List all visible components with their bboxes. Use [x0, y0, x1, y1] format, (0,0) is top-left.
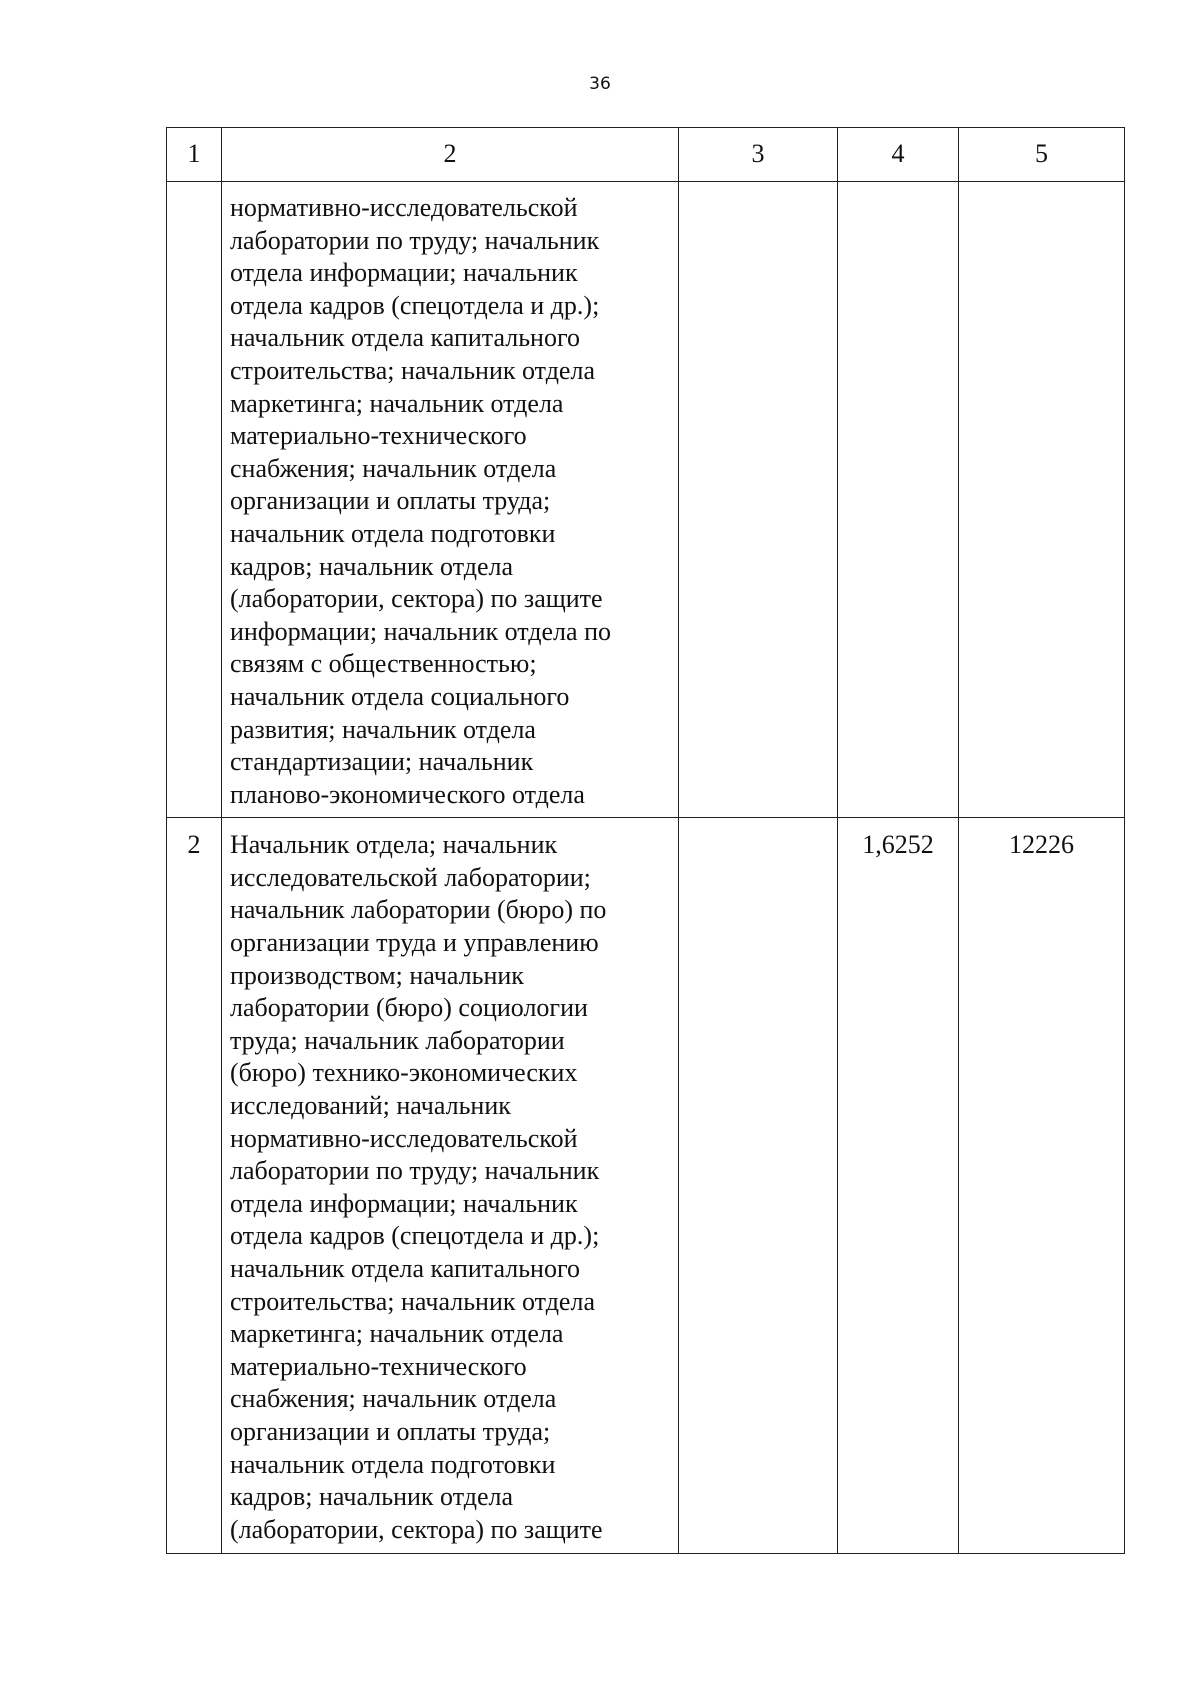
- description-line: планово-экономического отдела: [230, 779, 585, 809]
- description-line: производством; начальник: [230, 960, 524, 990]
- description-line: организации и оплаты труда;: [230, 1416, 551, 1446]
- description-line: маркетинга; начальник отдела: [230, 1319, 564, 1349]
- description-line: отдела информации; начальник: [230, 258, 578, 288]
- col3-cell: [679, 182, 838, 818]
- description-cell: [222, 818, 679, 1554]
- description-line: труда; начальник лаборатории: [230, 1025, 565, 1055]
- description-line: отдела кадров (спецотдела и др.);: [230, 1221, 600, 1251]
- description-line: снабжения; начальник отдела: [230, 453, 557, 483]
- row-number-cell: [167, 182, 222, 818]
- description-line: информации; начальник отдела по: [230, 616, 611, 646]
- description-lines: [230, 829, 670, 1546]
- table-row: [167, 182, 1125, 818]
- description-line: организации и оплаты труда;: [230, 486, 551, 516]
- header-cell: 4: [838, 128, 959, 182]
- description-line: организации труда и управлению: [230, 928, 599, 958]
- data-table: [166, 127, 1125, 1554]
- description-line: начальник отдела подготовки: [230, 518, 556, 548]
- header-cell: 3: [679, 128, 838, 182]
- description-line: стандартизации; начальник: [230, 747, 534, 777]
- description-line: нормативно-исследовательской: [230, 1123, 578, 1153]
- description-lines: [230, 192, 670, 811]
- description-line: исследовательской лаборатории;: [230, 862, 591, 892]
- description-line: исследований; начальник: [230, 1091, 511, 1121]
- description-line: отдела кадров (спецотдела и др.);: [230, 290, 600, 320]
- description-line: начальник отдела социального: [230, 681, 570, 711]
- description-line: строительства; начальник отдела: [230, 1286, 595, 1316]
- description-line: (бюро) технико-экономических: [230, 1058, 578, 1088]
- description-line: кадров; начальник отдела: [230, 551, 514, 581]
- coefficient-cell: [838, 182, 959, 818]
- description-line: начальник лаборатории (бюро) по: [230, 895, 607, 925]
- description-line: начальник отдела капитального: [230, 1254, 580, 1283]
- salary-cell: [959, 182, 1125, 818]
- coefficient-cell: 1,6252: [838, 818, 959, 1554]
- description-line: лаборатории по труду; начальник: [230, 225, 600, 255]
- description-line: начальник отдела капитального: [230, 323, 580, 353]
- description-line: маркетинга; начальник отдела: [230, 388, 564, 418]
- description-line: снабжения; начальник отдела: [230, 1384, 557, 1414]
- description-line: (лаборатории, сектора) по защите: [230, 584, 603, 614]
- description-line: строительства; начальник отдела: [230, 355, 595, 385]
- description-line: отдела информации; начальник: [230, 1188, 578, 1218]
- description-line: начальник отдела подготовки: [230, 1449, 556, 1479]
- table-header-row: [167, 128, 1125, 182]
- description-line: связям с общественностью;: [230, 649, 537, 679]
- header-cell: 2: [222, 128, 679, 182]
- description-line: развития; начальник отдела: [230, 714, 536, 744]
- description-line: лаборатории (бюро) социологии: [230, 993, 588, 1023]
- description-line: Начальник отдела; начальник: [230, 830, 558, 860]
- description-line: лаборатории по труду; начальник: [230, 1156, 600, 1186]
- header-cell: 1: [167, 128, 222, 182]
- salary-cell: 12226: [959, 818, 1125, 1554]
- description-line: нормативно-исследовательской: [230, 193, 578, 222]
- table-row: [167, 818, 1125, 1554]
- col3-cell: [679, 818, 838, 1554]
- description-cell: [222, 182, 679, 818]
- description-line: кадров; начальник отдела: [230, 1482, 514, 1512]
- description-line: (лаборатории, сектора) по защите: [230, 1514, 603, 1544]
- header-cell: 5: [959, 128, 1125, 182]
- description-line: материально-технического: [230, 1351, 527, 1381]
- description-line: материально-технического: [230, 421, 527, 451]
- page-number: 36: [589, 74, 611, 94]
- row-number-cell: 2: [167, 818, 222, 1554]
